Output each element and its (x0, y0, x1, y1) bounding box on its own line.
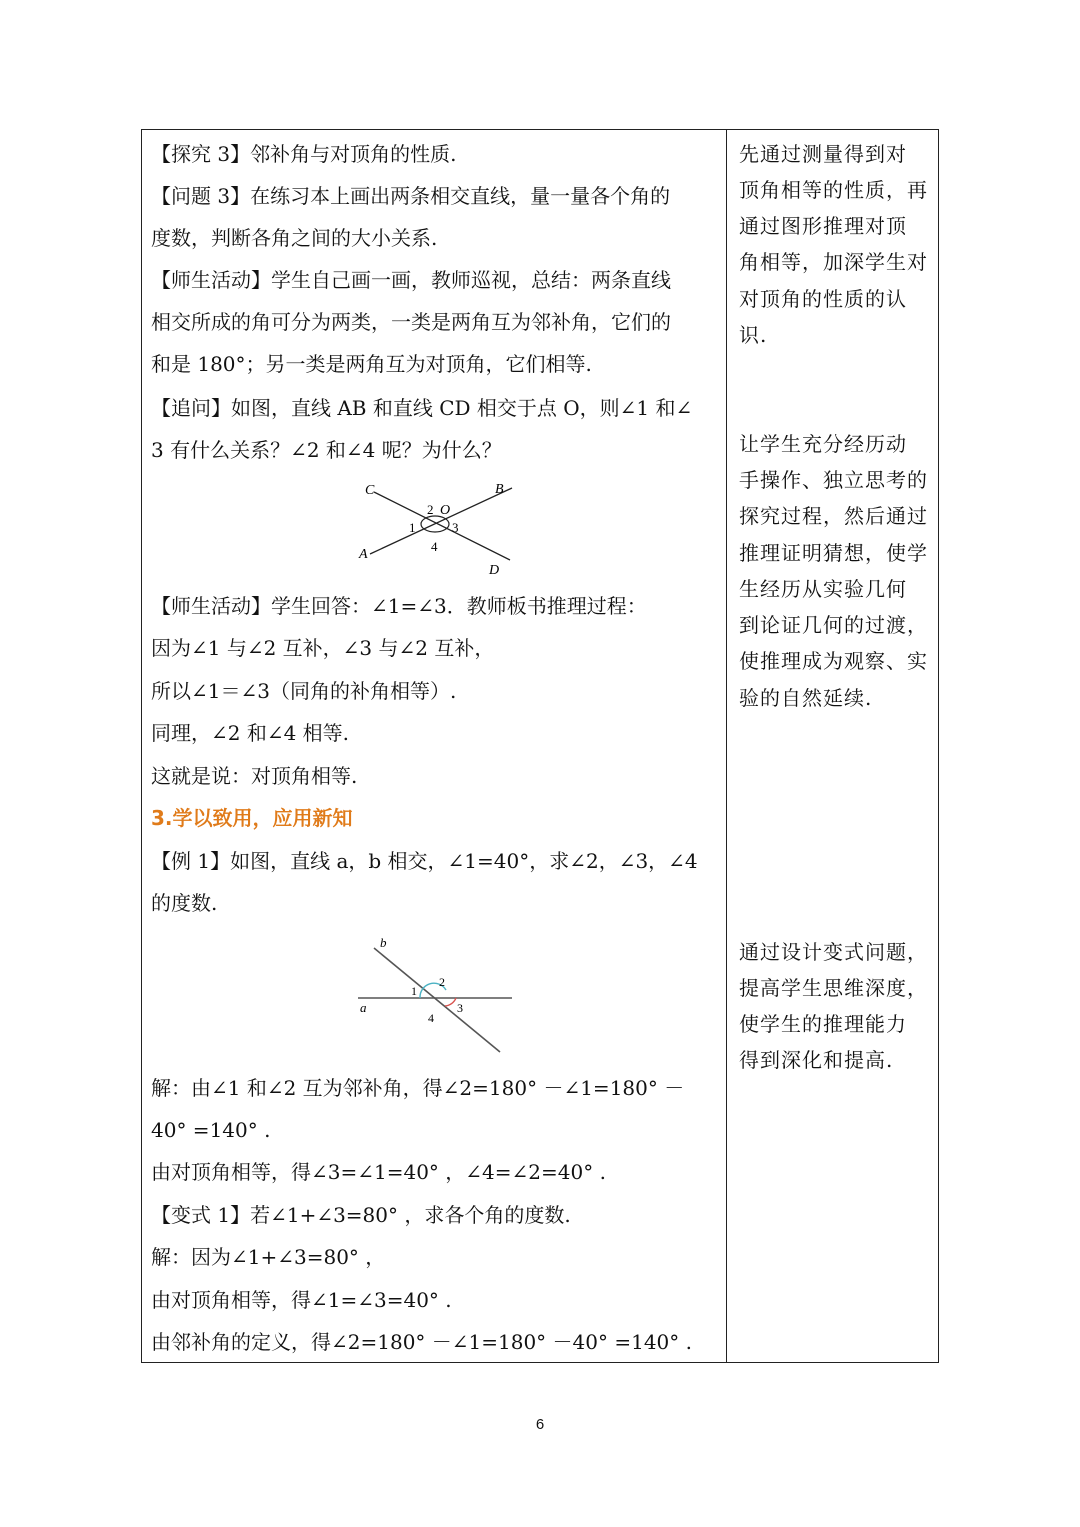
label-angle-3: 3 (452, 520, 459, 535)
lines-a-b-figure (354, 932, 516, 1056)
text-line: 【师生活动】学生回答：∠1=∠3．教师板书推理过程： (151, 594, 647, 618)
note-line: 提高学生思维深度， (739, 976, 928, 1000)
text-line: 的度数. (151, 891, 218, 915)
label-b: b (380, 935, 387, 950)
note-line: 到论证几何的过渡， (739, 613, 928, 637)
note-line: 生经历从实验几何 (739, 577, 907, 601)
text-line: 同理，∠2 和∠4 相等. (151, 721, 350, 745)
label-angle-3: 3 (457, 1001, 463, 1015)
note-line: 识. (739, 323, 768, 347)
text-line: 这就是说：对顶角相等. (151, 764, 358, 788)
text-line: 解：由∠1 和∠2 互为邻补角，得∠2=180° －∠1=180° － (151, 1076, 685, 1100)
text-line: 和是 180°；另一类是两角互为对顶角，它们相等. (151, 352, 592, 376)
label-angle-1: 1 (411, 984, 417, 998)
label-angle-2: 2 (427, 502, 434, 517)
note-line: 推理证明猜想，使学 (739, 541, 928, 565)
note-line: 通过设计变式问题， (739, 940, 928, 964)
text-line: 【例 1】如图，直线 a，b 相交，∠1=40°，求∠2，∠3，∠4 (151, 849, 698, 873)
label-d: D (489, 563, 500, 578)
section-heading: 3.学以致用，应用新知 (151, 806, 353, 830)
note-line: 使学生的推理能力 (739, 1012, 907, 1036)
text-line: 【追问】如图，直线 AB 和直线 CD 相交于点 O，则∠1 和∠ (151, 396, 693, 420)
label-a: a (360, 1000, 367, 1015)
text-line: 因为∠1 与∠2 互补，∠3 与∠2 互补， (151, 636, 495, 660)
label-c: C (365, 483, 375, 498)
note-line: 验的自然延续. (739, 686, 873, 710)
text-line: 由邻补角的定义，得∠2=180° －∠1=180° －40° =140° . (151, 1330, 692, 1354)
note-line: 顶角相等的性质，再 (739, 178, 928, 202)
line-ab (370, 488, 512, 554)
text-line: 度数，判断各角之间的大小关系. (151, 226, 438, 250)
note-line: 手操作、独立思考的 (739, 468, 928, 492)
text-line: 【师生活动】学生自己画一画，教师巡视，总结：两条直线 (151, 268, 671, 292)
note-line: 让学生充分经历动 (739, 432, 907, 456)
note-line: 探究过程，然后通过 (739, 504, 928, 528)
note-line: 对顶角的性质的认 (739, 287, 907, 311)
note-line: 通过图形推理对顶 (739, 214, 907, 238)
label-angle-2: 2 (439, 975, 445, 989)
text-line: 所以∠1＝∠3（同角的补角相等）. (151, 679, 457, 703)
text-line: 40° =140° . (151, 1118, 271, 1142)
label-angle-1: 1 (409, 520, 416, 535)
text-line: 解：因为∠1+∠3=80° ， (151, 1245, 386, 1269)
note-line: 得到深化和提高. (739, 1048, 894, 1072)
note-line: 使推理成为观察、实 (739, 649, 928, 673)
text-line: 3 有什么关系？∠2 和∠4 呢？为什么？ (151, 438, 502, 462)
angle-arc-3 (445, 998, 456, 1006)
intersecting-lines-figure (352, 476, 522, 578)
label-angle-4: 4 (431, 539, 438, 554)
text-line: 由对顶角相等，得∠3=∠1=40° ，∠4=∠2=40° . (151, 1160, 606, 1184)
page-number: 6 (535, 1416, 545, 1433)
text-line: 【探究 3】邻补角与对顶角的性质. (151, 142, 457, 166)
note-line: 角相等，加深学生对 (739, 250, 928, 274)
line-b (374, 948, 500, 1052)
label-b: B (495, 482, 504, 497)
note-line: 先通过测量得到对 (739, 142, 907, 166)
text-line: 【问题 3】在练习本上画出两条相交直线，量一量各个角的 (151, 184, 671, 208)
text-line: 相交所成的角可分为两类，一类是两角互为邻补角，它们的 (151, 310, 671, 334)
label-a: A (359, 547, 368, 562)
column-divider (726, 129, 727, 1363)
text-line: 由对顶角相等，得∠1=∠3=40° . (151, 1288, 452, 1312)
label-o: O (440, 503, 451, 518)
text-line: 【变式 1】若∠1+∠3=80° ，求各个角的度数. (151, 1203, 571, 1227)
label-angle-4: 4 (428, 1011, 434, 1025)
